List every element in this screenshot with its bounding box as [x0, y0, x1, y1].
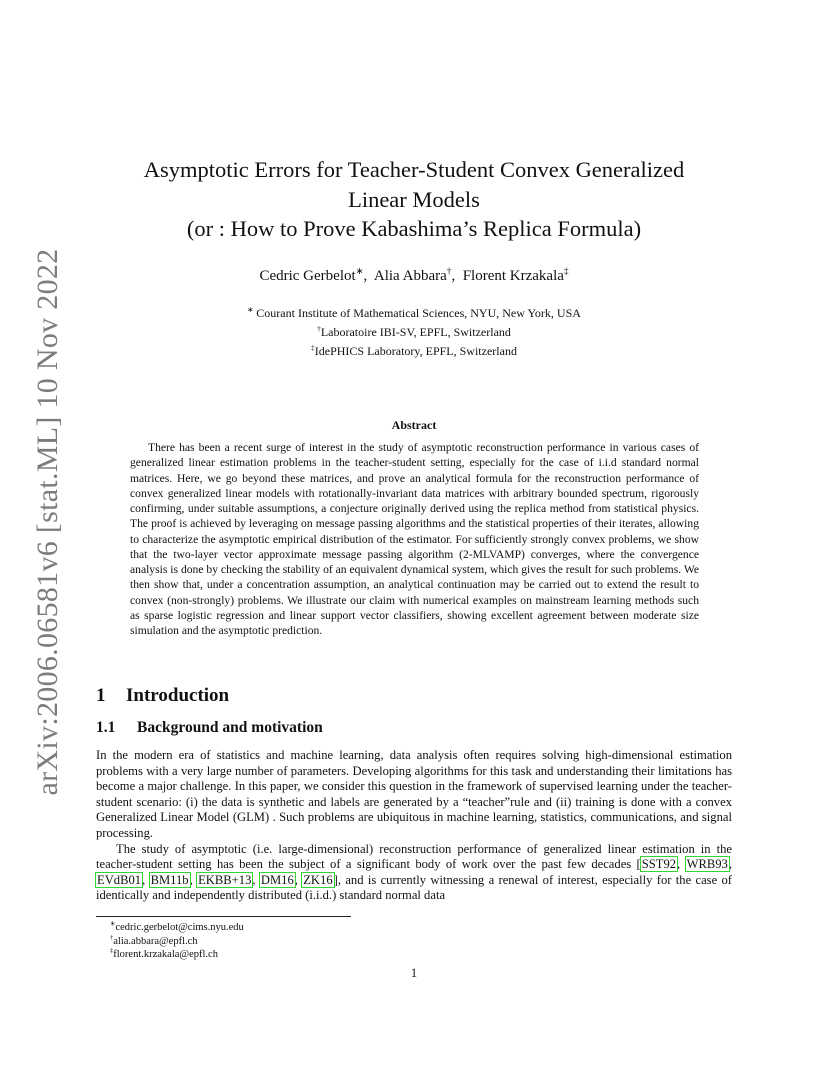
page-number: 1 [410, 966, 418, 980]
footnote-rule [96, 916, 351, 917]
affiliation [96, 304, 732, 323]
abstract-heading: Abstract [391, 418, 437, 432]
paragraph: The study of asymptotic (i.e. large-dimensional) reconstruction performance of generalized linear estimation in the teacher-student setting has been the subject of a significant body of work over the past few decades [SST92, WRB93, EVdB01, BM11b, EKBB+13, DM16, ZK16], and is currently witnessing a renewal of interest, especially for the case of identically and independently distributed (i.i.d.) standard normal data [96, 841, 732, 903]
section-heading [96, 685, 229, 707]
citation-link[interactable]: SST92 [641, 857, 677, 872]
author-mark: ∗ [355, 267, 364, 277]
title-line-1: Asymptotic Errors for Teacher-Student Convex Generalized [143, 157, 685, 182]
citation-link[interactable]: EKBB+13 [198, 872, 252, 887]
paragraph-text: , and is currently witnessing a renewal of interest, especially for the case of identically and independently distributed (i.i.d.) standard normal data [96, 872, 732, 903]
subsection-number: 1.1 [96, 719, 116, 736]
author-mark: ‡ [563, 267, 569, 277]
paragraph: In the modern era of statistics and machine learning, data analysis often requires solving high-dimensional estimation problems with a very large number of parameters. Developing algorithms for this task and understanding their limitations has become a major challenge. In this paper, we consider this question in the framework of supervised learning under the teacher-student scenario: (i) the data is synthetic and labels are generated by a “teacher”rule and (ii) training is done with a convex Generalized Linear Model (GLM) . Such problems are ubiquitous in machine learning, statistics, communications, and signal processing. [96, 748, 732, 840]
footnote-text: cedric.gerbelot@cims.nyu.edu [115, 922, 244, 933]
abstract-text: There has been a recent surge of interest in the study of asymptotic reconstruction performance in various cases of generalized linear estimation problems in the teacher-student setting, especially for the case of i.i.d standard normal matrices. Here, we go beyond these matrices, and prove an analytical formula for the reconstruction performance of convex generalized linear models with rotationally-invariant data matrices with arbitrary bounded spectrum, rigorously confirming, under suitable assumptions, a conjecture originally derived using the replica method from statistical physics. The proof is achieved by leveraging on message passing algorithms and the statistical properties of their iterates, allowing to characterize the asymptotic empirical distribution of the estimator. For sufficiently strongly convex problems, we show that the two-layer vector approximate message passing algorithm (2-MLVAMP) converges, where the convergence analysis is done by checking the stability of an equivalent dynamical system, which gives the result for such problems. We then show that, under a concentration assumption, an analytical continuation may be carried out to extend the result to convex (non-strongly) problems. We illustrate our claim with numerical examples on mainstream learning methods such as sparse logistic regression and linear support vector classifiers, showing excellent agreement between moderate size simulation and the asymptotic prediction. [130, 441, 699, 637]
affiliation-mark: ‡ [311, 343, 315, 352]
section-number: 1 [96, 685, 106, 706]
affiliation [96, 342, 732, 361]
paragraph-text: The study of asymptotic (i.e. large-dimensional) reconstruction performance of generalized linear estimation in the teacher-student setting has been the subject of a significant body of work over the past few decades [96, 841, 732, 872]
author-name: Cedric Gerbelot [259, 268, 356, 284]
footnote [110, 948, 244, 962]
footnote [110, 921, 244, 935]
arxiv-stamp: arXiv:2006.06581v6 [stat.ML] 10 Nov 2022 [31, 248, 64, 796]
footnote-list [110, 921, 244, 962]
title-line-2: Linear Models [348, 186, 480, 212]
author-name: Florent Krzakala [462, 268, 564, 284]
citation-link[interactable]: WRB93 [686, 857, 728, 872]
affiliation-mark: † [317, 324, 321, 333]
subsection-heading [96, 719, 323, 737]
footnote [110, 935, 244, 949]
title-line-3: (or : How to Prove Kabashima’s Replica Formula) [186, 216, 642, 241]
citation-link[interactable]: EVdB01 [97, 872, 142, 887]
footnote-text: florent.krzakala@epfl.ch [113, 949, 218, 960]
citation-link[interactable]: DM16 [260, 872, 294, 887]
section-title: Introduction [126, 685, 230, 706]
affiliation-text: Courant Institute of Mathematical Sciences, NYU, New York, USA [253, 306, 581, 320]
subsection-title: Background and motivation [137, 719, 323, 736]
affiliation-mark: ∗ [247, 305, 254, 314]
citation-link[interactable]: ZK16 [303, 872, 333, 887]
footnote-mark: ‡ [110, 947, 114, 955]
author-list: Cedric Gerbelot∗, Alia Abbara†, Florent Krzakala‡ [259, 267, 569, 284]
citation-link[interactable]: BM11b [150, 872, 189, 887]
affiliation-text: IdePHICS Laboratory, EPFL, Switzerland [314, 344, 517, 358]
affiliation-list [96, 304, 732, 361]
affiliation-text: Laboratoire IBI-SV, EPFL, Switzerland [320, 325, 511, 339]
footnote-text: alia.abbara@epfl.ch [113, 935, 198, 947]
author-mark: † [446, 267, 452, 277]
paper-title [96, 155, 732, 244]
affiliation [96, 323, 732, 342]
author-name: Alia Abbara [373, 268, 447, 284]
footnote-mark: ∗ [110, 920, 116, 928]
body-text [96, 748, 732, 904]
footnote-mark: † [110, 934, 114, 941]
